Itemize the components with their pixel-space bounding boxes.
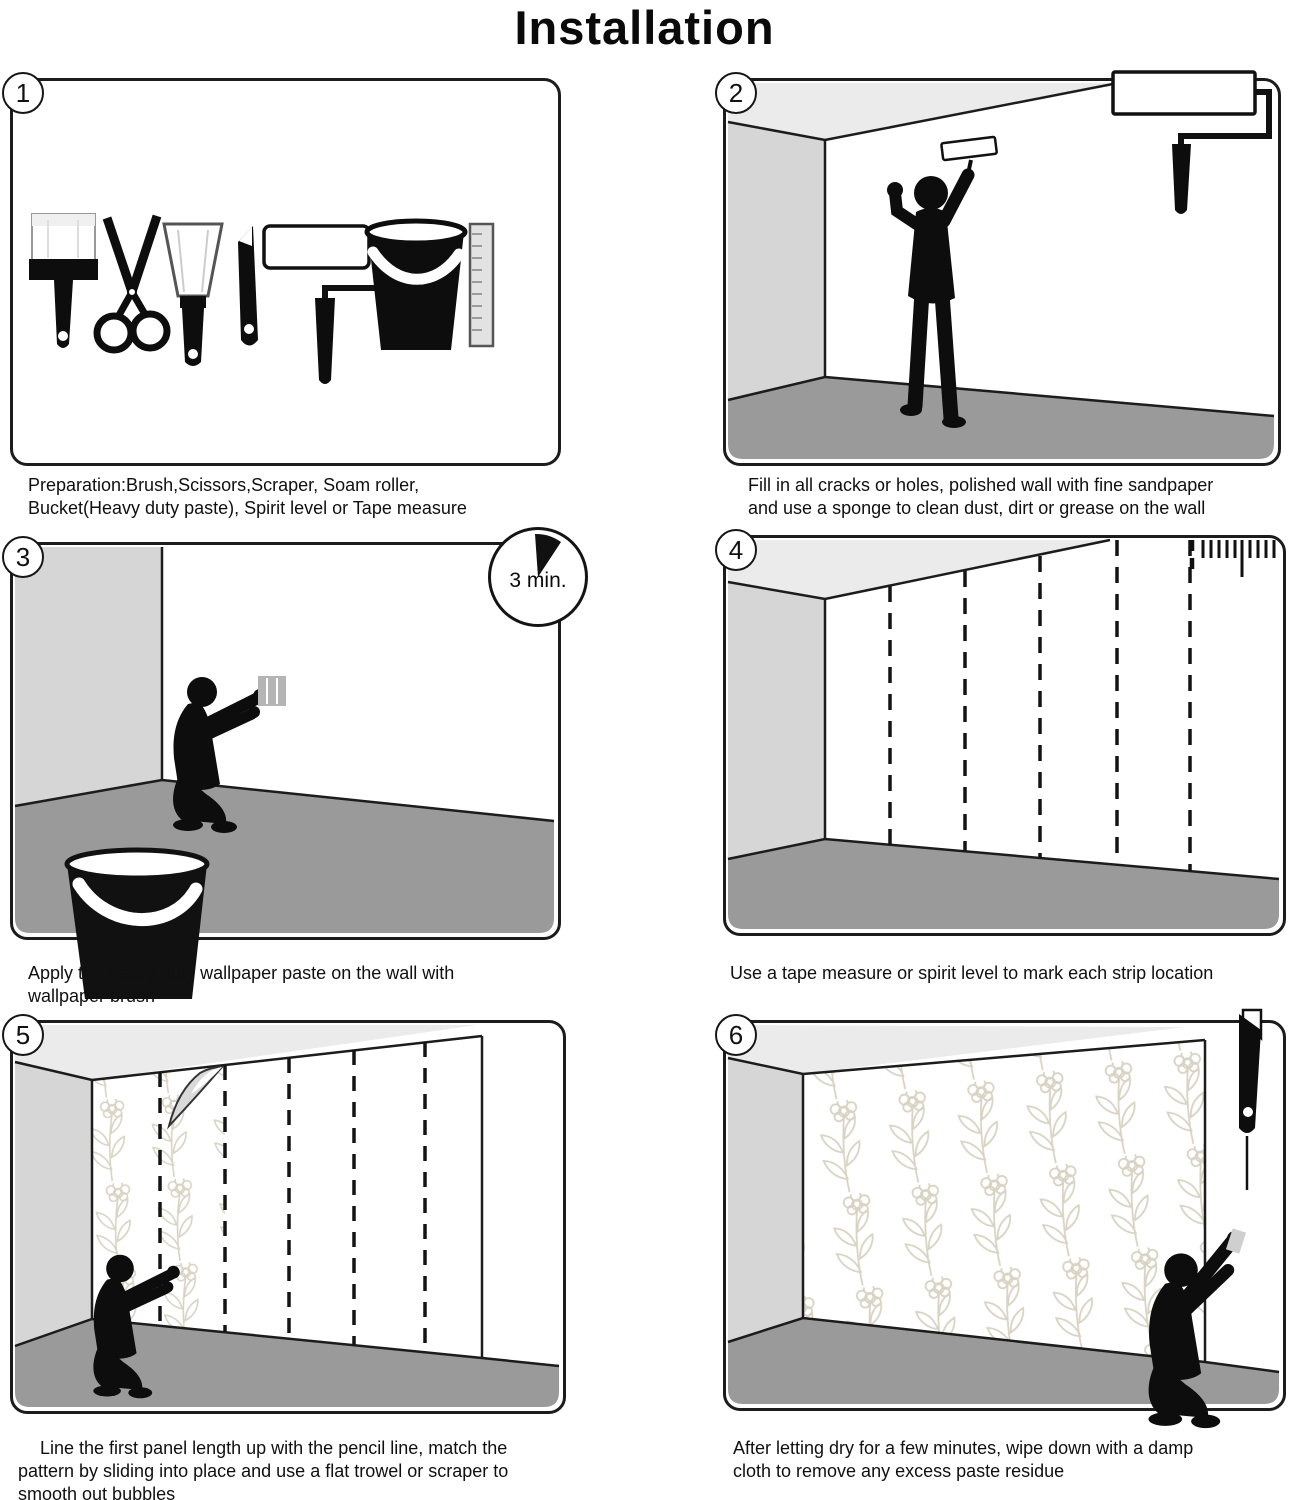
utility-knife-icon	[238, 226, 258, 346]
wallpaper-pattern	[803, 1040, 1205, 1362]
step-3-number-badge: 3	[2, 536, 44, 578]
timer-clock	[488, 527, 588, 627]
ceiling	[728, 540, 1110, 599]
side-wall	[728, 582, 825, 859]
scraper-icon	[164, 224, 222, 366]
scissors-icon	[97, 216, 167, 350]
step-3-room-illustration	[12, 544, 557, 936]
step-6-panel	[723, 1020, 1286, 1411]
tape-measure-icon	[1192, 540, 1274, 577]
step-6-number-badge: 6	[715, 1014, 757, 1056]
side-wall	[728, 1058, 803, 1342]
ceiling	[728, 83, 1118, 140]
step-1-number-badge: 1	[2, 72, 44, 114]
floor	[728, 839, 1279, 929]
wallpaper-brush-icon	[244, 676, 286, 708]
step-2-panel	[723, 78, 1281, 466]
step-6-room-illustration	[725, 1022, 1282, 1407]
utility-knife-icon	[1239, 1010, 1261, 1190]
paste-brush-icon	[29, 214, 98, 348]
page-title: Installation	[514, 1, 775, 54]
floor	[728, 377, 1274, 459]
side-wall	[15, 1062, 92, 1346]
step-4-caption: Use a tape measure or spirit level to mark each strip location	[730, 963, 1214, 983]
clock-label: 3 min.	[509, 569, 567, 592]
step-4-number-badge: 4	[715, 529, 757, 571]
side-wall	[15, 547, 162, 806]
step-6-caption: After letting dry for a few minutes, wipe down with a damp cloth to remove any excess paste residue	[733, 1438, 1194, 1481]
step-2-room-illustration	[725, 80, 1277, 462]
side-wall	[728, 122, 825, 400]
step-1-caption: Preparation:Brush,Scissors,Scraper, Soam roller, Bucket(Heavy duty paste), Spirit level or Tape measure	[28, 475, 467, 518]
hand-roller-icon	[941, 137, 997, 174]
step-5-room-illustration	[12, 1022, 562, 1410]
step-4-panel	[723, 535, 1286, 936]
roller-icon	[1113, 72, 1269, 214]
step-4-room-illustration	[725, 537, 1282, 932]
ceiling	[15, 1025, 477, 1080]
bucket-icon	[367, 221, 465, 350]
step-3-caption: Apply the heavy duty wallpaper paste on the wall with wallpaper brush	[28, 963, 455, 1006]
strip-mark-lines	[890, 540, 1190, 871]
step-1-tools-illustration	[12, 80, 557, 462]
step-5-panel	[10, 1020, 566, 1414]
spirit-level-icon	[470, 224, 493, 346]
step-5-caption: Line the first panel length up with the pencil line, match the pattern by sliding into place and use a flat trowel or scraper to smooth out bubbles	[18, 1438, 509, 1500]
step-1-panel	[10, 78, 561, 466]
paint-roller-icon	[264, 226, 382, 384]
step-5-number-badge: 5	[2, 1014, 44, 1056]
step-2-caption: Fill in all cracks or holes, polished wall with fine sandpaper and use a sponge to clean dust, dirt or grease on the wall	[748, 475, 1214, 518]
step-2-number-badge: 2	[715, 72, 757, 114]
damp-cloth	[1226, 1228, 1246, 1253]
step-3-panel	[10, 541, 567, 940]
